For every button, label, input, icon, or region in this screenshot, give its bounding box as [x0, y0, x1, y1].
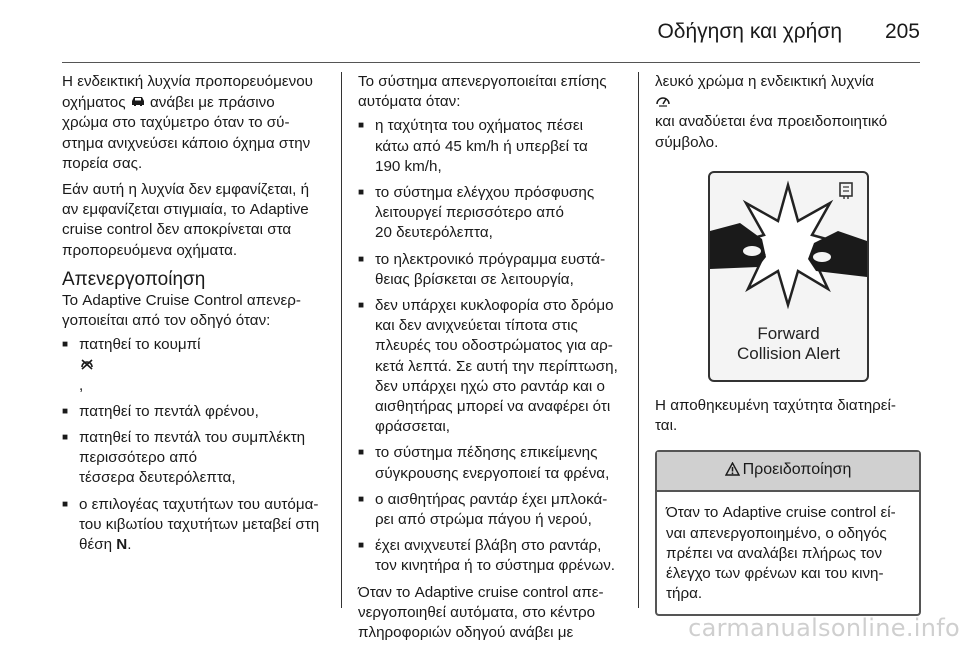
vehicle-ahead-icon [130, 92, 146, 112]
warning-header [657, 452, 919, 492]
column-divider-2 [638, 72, 639, 608]
column-divider-1 [341, 72, 342, 608]
list-item: ■ πατηθεί το πεντάλ του συμπλέκτη περισσότερο από τέσσερα δευτερόλεπτα, [62, 428, 334, 489]
page-number: 205 [884, 20, 920, 43]
list-item: ■ πατηθεί το κουμπί , [62, 335, 334, 396]
list-item: ■ το ηλεκτρονικό πρόγραμμα ευστά- θειας βρίσκεται σε λειτουργία, [358, 250, 626, 290]
list-item: ■ το σύστημα πέδησης επικείμενης σύγκρουσης ενεργοποιεί τα φρένα, [358, 443, 626, 483]
header-rule [62, 62, 920, 63]
auto-deactivation-list [358, 116, 626, 576]
column-2 [358, 72, 626, 649]
alert-chime-icon [840, 183, 852, 199]
page-header [0, 0, 960, 62]
list-item: ■ δεν υπάρχει κυκλοφορία στο δρόμο και δεν ανιχνεύεται τίποτα στις πλευρές του οδοστρώματος για αρ- κετά λεπτά. Σε αυτή την περίπτωση, δεν υπάρχει ηχώ στο ραντάρ και ο αισθητήρας μπορεί να αναφέρει ότι φράσσεται, [358, 296, 626, 437]
gear-position-n: N [116, 536, 128, 554]
auto-deactivation-outro: Όταν το Adaptive cruise control απε- νεργοποιηθεί αυτόματα, στο κέντρο πληροφοριών οδηγού ανάβει με [358, 583, 604, 642]
watermark: carmanualsonline.info [688, 614, 960, 642]
driver-deactivation-list [62, 335, 334, 555]
paragraph-lamp-white: λευκό χρώμα η ενδεικτική λυχνία και αναδύεται ένα προειδοποιητικό σύμβολο. [655, 72, 920, 153]
list-item: ■ πατηθεί το πεντάλ φρένου, [62, 402, 334, 422]
warning-title: Προειδοποίηση [742, 461, 852, 479]
list-item: ■ το σύστημα ελέγχου πρόσφυσης λειτουργεί περισσότερο από 20 δευτερόλεπτα, [358, 183, 626, 244]
list-item: ■ ο αισθητήρας ραντάρ έχει μπλοκά- ρει από στρώμα πάγου ή νερού, [358, 490, 626, 530]
list-item: ■ η ταχύτητα του οχήματος πέσει κάτω από 45 km/h ή υπερβεί τα 190 km/h, [358, 116, 626, 177]
list-item: ■ έχει ανιχνευτεί βλάβη στο ραντάρ, τον κινητήρα ή το σύστημα φρένων. [358, 536, 626, 576]
warning-body: Όταν το Adaptive cruise control εί- ναι απενεργοποιημένο, ο οδηγός πρέπει να αναλάβει πλήρως τον έλεγχο των φρένων και του κινη- τήρα. [666, 504, 896, 603]
heading-deactivation: Απενεργοποίηση [62, 268, 206, 290]
list-item: ■ ο επιλογέας ταχυτήτων του αυτόμα- του κιβωτίου ταχυτήτων μεταβεί στη θέση N. [62, 495, 334, 556]
auto-deactivation-intro: Το σύστημα απενεργοποιείται επίσης αυτόματα όταν: [358, 73, 607, 111]
figure-caption: Forward Collision Alert [737, 323, 840, 363]
warning-box [655, 450, 921, 616]
warning-triangle-icon [725, 462, 740, 482]
forward-collision-alert-figure [708, 171, 869, 382]
column-1 [62, 72, 334, 561]
deactivation-intro: Το Adaptive Cruise Control απενερ- γοποιείται από τον οδηγό όταν: [62, 291, 301, 330]
car-left-icon [710, 223, 766, 269]
paragraph-vehicle-ahead: Η ενδεικτική λυχνία προπορευόμενου οχήματος ανάβει με πράσινο χρώμα στο ταχύμετρο όταν το σύ- στημα ανιχνεύσει κάποιο όχημα στην πορεία σας. [62, 73, 313, 172]
column-3 [655, 72, 920, 616]
paragraph-stored-speed: Η αποθηκευμένη ταχύτητα διατηρεί- ται. [655, 396, 896, 435]
collision-alert-illustration [710, 173, 867, 323]
cruise-cancel-icon [79, 355, 334, 375]
paragraph-lamp-missing: Εάν αυτή η λυχνία δεν εμφανίζεται, ή αν εμφανίζεται στιγμιαία, το Adaptive cruise control δεν αποκρίνεται στα προπορευόμενα οχήματα. [62, 181, 310, 259]
section-title: Οδήγηση και χρήση [657, 20, 842, 43]
cruise-control-icon [655, 92, 920, 112]
